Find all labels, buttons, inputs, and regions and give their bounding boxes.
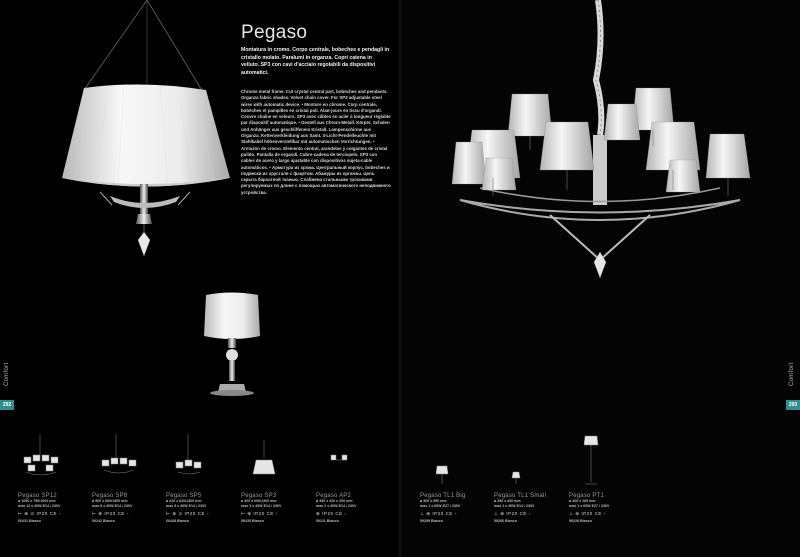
product-code: 59211 Bianco	[316, 518, 339, 523]
product-card	[569, 493, 641, 523]
product-name: Pegaso SP12	[18, 493, 57, 499]
product-power: max 8 x 40W E14 / 230V	[92, 504, 133, 509]
product-dimensions: ø 250 x 420 mm	[494, 499, 521, 503]
product-card	[241, 493, 313, 523]
certification-icons: ⊥ ⊕ IP20 CE ▫	[569, 510, 606, 516]
product-dimensions: ø 900 x 660/1500 mm	[92, 499, 128, 503]
product-card	[92, 493, 164, 523]
product-name: Pegaso SP8	[92, 493, 128, 499]
product-dimensions: ø 400 x 165 mm	[569, 499, 596, 503]
product-card	[18, 493, 90, 523]
description-multilingual: Chrome metal frame. Cut crystal central part, bobeches and pendants. Organza fabric shades. Velvet chain cover. For SP3 adjustable steel wires with automatic device. • Monture en chrome. Corp centrale, bobèches et pampilles en cristal poli. Abat-jours en tissu d'organdi. Couvre chaîne en velours. SP3 avec câbles en acier à longueur réglable par dispositif automatique. • Gestell aus Chrom-Metall. Körper, Schalen und Anhänger aus geschliffenem Kristall. Lampenschirme aus Organza. Kettenverkleidung aus Samt. 3-Licht-Pendelleuchte mit Stahlkabel höhenverstellbar mit automatischen Vorrichtungen. • Armazón de cromo. Elemento central, arandelas y colgantes de cristal pulido. Pantalla de organdí. Cubre-cadena de terciopelo. SP3 con cables de acero y largo ajustable con dispositivos sujeta-cable automáticos. • Арматура из хрома. Центральный корпус, bobeches и подвески из хрусталя с фацетом. Абажуры из органзы. Цепь скрыта бархатной тканью. Слабжена стальными тросиками регулируемых по длине с помощью автоматического неподвижного устройства.	[241, 89, 391, 195]
product-code: 59228 Bianco	[569, 518, 592, 523]
product-code: 66431 Bianco	[18, 518, 41, 523]
product-power: max 1 x 60W E27 / 230V	[569, 504, 610, 509]
product-dimensions: ø 1050 x 750/1600 mm	[18, 499, 56, 503]
product-dimensions: ø 300 x 590 mm	[420, 499, 447, 503]
product-power: max 1 x 60W E27 / 230V	[420, 504, 461, 509]
certification-icons: ⊥ ⊕ IP20 CE ▫	[494, 510, 531, 516]
product-name: Pegaso TL1 Small	[494, 493, 547, 499]
product-power: max 1 x 40W E14 / 230V	[494, 504, 535, 509]
product-code: 59242 Bianco	[92, 518, 115, 523]
product-card	[166, 493, 238, 523]
page-title: Pegaso	[241, 22, 308, 43]
product-card	[316, 493, 388, 523]
product-dimensions: ø 400 x 600/1300 mm	[241, 499, 277, 503]
product-dimensions: ø 620 x 620/1300 mm	[166, 499, 202, 503]
product-card	[420, 493, 492, 523]
product-power: max 2 x 40W E14 / 230V	[316, 504, 357, 509]
product-name: Pegaso SP5	[166, 493, 202, 499]
product-name: Pegaso TL1 Big	[420, 493, 466, 499]
description-italian: Montatura in cromo. Corpo centrale, bobeches e pendagli in cristallo molato. Paralumi in organza. Copri catena in velluto. SP3 con cavi d'acciaio regolabili da dispositivi automatici.	[241, 47, 390, 76]
side-label-right: Comfort	[789, 362, 795, 386]
page-number-right: 293	[786, 400, 800, 410]
product-card	[494, 493, 566, 523]
product-code: 59235 Bianco	[241, 518, 264, 523]
side-label-left: Comfort	[4, 362, 10, 386]
product-power: max 12 x 40W E14 / 230V	[18, 504, 61, 509]
product-power: max 3 x 40W E14 / 230V	[241, 504, 282, 509]
product-code: 59259 Bianco	[420, 518, 443, 523]
product-power: max 5 x 40W E14 / 230V	[166, 504, 207, 509]
certification-icons: ⊢ ⊕ IP20 CE ▫	[92, 510, 129, 516]
sp12-chandelier-illustration	[400, 0, 800, 557]
certification-icons: ⊢ ⊕ IP20 CE ▫	[241, 510, 278, 516]
product-name: Pegaso AP2	[316, 493, 352, 499]
certification-icons: ⊢ ⊕ ⊙ IP20 CE ▫	[18, 510, 61, 516]
product-dimensions: ø 450 x 320 x 200 mm	[316, 499, 353, 503]
product-code: 59266 Bianco	[494, 518, 517, 523]
product-name: Pegaso SP3	[241, 493, 277, 499]
product-code: 66448 Bianco	[166, 518, 189, 523]
certification-icons: ⊢ ⊕ ⊙ IP20 CE ▫	[166, 510, 209, 516]
certification-icons: ⊥ ⊕ IP20 CE ▫	[420, 510, 457, 516]
certification-icons: ⊕ IP20 CE ▫	[316, 510, 347, 516]
product-name: Pegaso PT1	[569, 493, 605, 499]
page-number-left: 292	[0, 400, 14, 410]
